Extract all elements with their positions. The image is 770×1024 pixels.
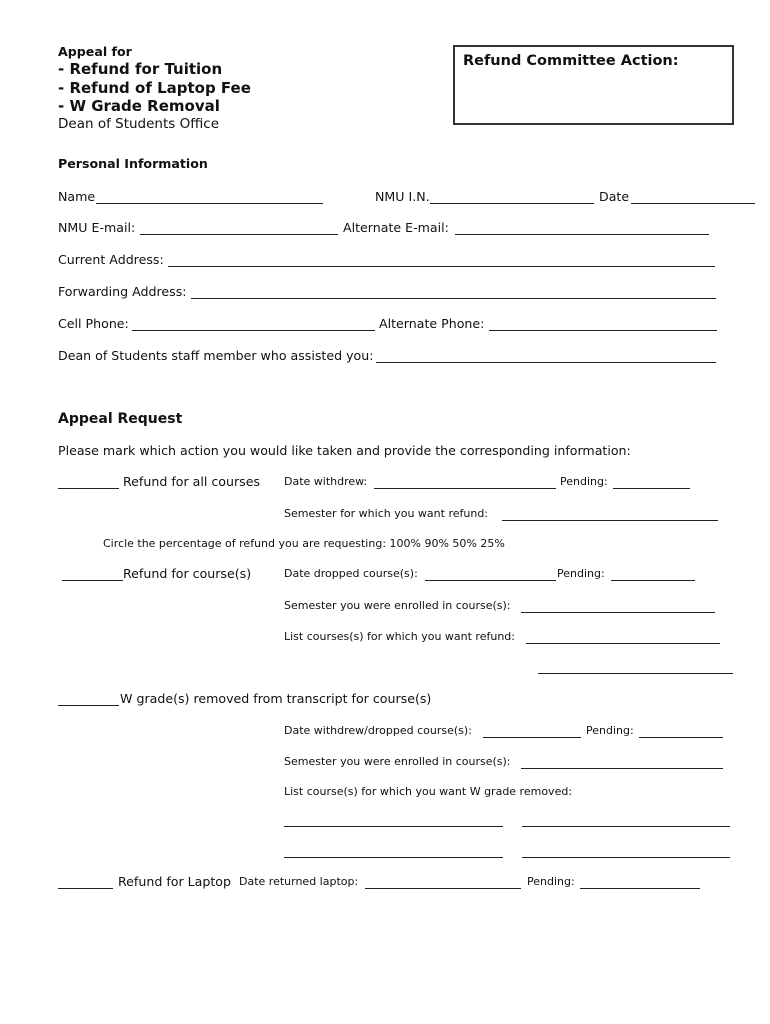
pending-field-3[interactable] [639,737,723,738]
office-label: Dean of Students Office [58,116,219,132]
refund-committee-box [453,45,734,125]
pending-label-2: Pending: [557,567,605,580]
name-label: Name [58,189,96,204]
w-grade-label: W grade(s) removed from transcript for course(s) [120,691,432,706]
list-courses-refund-field-2[interactable] [538,673,733,674]
list-courses-refund-label: List courses(s) for which you want refund: [284,630,515,643]
staff-member-label: Dean of Students staff member who assisted you: [58,348,374,363]
pending-label-4: Pending: [527,875,575,888]
date-returned-laptop-label: Date returned laptop: [239,875,359,888]
refund-all-checkbox-line[interactable] [58,488,119,489]
forwarding-address-label: Forwarding Address: [58,284,187,299]
refund-courses-label: Refund for course(s) [123,566,252,581]
staff-member-field[interactable] [376,362,716,363]
pending-field-1[interactable] [613,488,690,489]
appeal-for-label: Appeal for [58,44,132,59]
w-course-field-3[interactable] [284,857,503,858]
alt-phone-label: Alternate Phone: [379,316,485,331]
nmu-email-field[interactable] [140,234,338,235]
date-dropped-field[interactable] [425,580,556,581]
name-field[interactable] [96,203,323,204]
alt-email-label: Alternate E-mail: [343,220,449,235]
w-course-field-4[interactable] [522,857,730,858]
appeal-item-laptop: - Refund of Laptop Fee [58,79,251,97]
w-course-field-1[interactable] [284,826,503,827]
date-withdrew-field[interactable] [374,488,556,489]
forwarding-address-field[interactable] [191,298,716,299]
semester-enrolled-field-1[interactable] [521,612,715,613]
cell-phone-label: Cell Phone: [58,316,129,331]
appeal-item-wgrade: - W Grade Removal [58,97,220,115]
pending-field-2[interactable] [611,580,695,581]
appeal-instructions: Please mark which action you would like taken and provide the corresponding information: [58,443,631,458]
committee-title: Refund Committee Action: [463,53,679,69]
w-course-field-2[interactable] [522,826,730,827]
date-returned-laptop-field[interactable] [365,888,521,889]
date-dropped-label: Date dropped course(s): [284,567,418,580]
alt-phone-field[interactable] [489,330,717,331]
semester-enrolled-label-2: Semester you were enrolled in course(s): [284,755,511,768]
refund-laptop-checkbox-line[interactable] [58,888,113,889]
current-address-label: Current Address: [58,252,164,267]
appeal-request-heading: Appeal Request [58,411,183,427]
date-withdrew-dropped-label: Date withdrew/dropped course(s): [284,724,472,737]
semester-enrolled-field-2[interactable] [521,768,723,769]
nmu-email-label: NMU E-mail: [58,220,136,235]
pending-field-4[interactable] [580,888,700,889]
personal-info-heading: Personal Information [58,156,208,171]
list-courses-w-label: List course(s) for which you want W grade removed: [284,785,573,798]
semester-enrolled-label-1: Semester you were enrolled in course(s): [284,599,511,612]
semester-refund-field[interactable] [502,520,718,521]
pending-label-3: Pending: [586,724,634,737]
semester-refund-label: Semester for which you want refund: [284,507,489,520]
refund-courses-checkbox-line[interactable] [62,580,123,581]
date-label: Date [599,189,630,204]
nmu-in-label: NMU I.N. [375,189,430,204]
refund-all-label: Refund for all courses [123,474,261,489]
date-withdrew-dropped-field[interactable] [483,737,581,738]
circle-percentage-text: Circle the percentage of refund you are requesting: 100% 90% 50% 25% [103,537,505,550]
refund-laptop-label: Refund for Laptop [118,874,232,889]
alt-email-field[interactable] [455,234,709,235]
date-withdrew-label: Date withdrew: [284,475,368,488]
pending-label-1: Pending: [560,475,608,488]
list-courses-refund-field-1[interactable] [526,643,720,644]
date-field[interactable] [631,203,755,204]
w-grade-checkbox-line[interactable] [58,705,119,706]
current-address-field[interactable] [168,266,715,267]
appeal-item-tuition: - Refund for Tuition [58,60,223,78]
nmu-in-field[interactable] [430,203,594,204]
cell-phone-field[interactable] [132,330,375,331]
